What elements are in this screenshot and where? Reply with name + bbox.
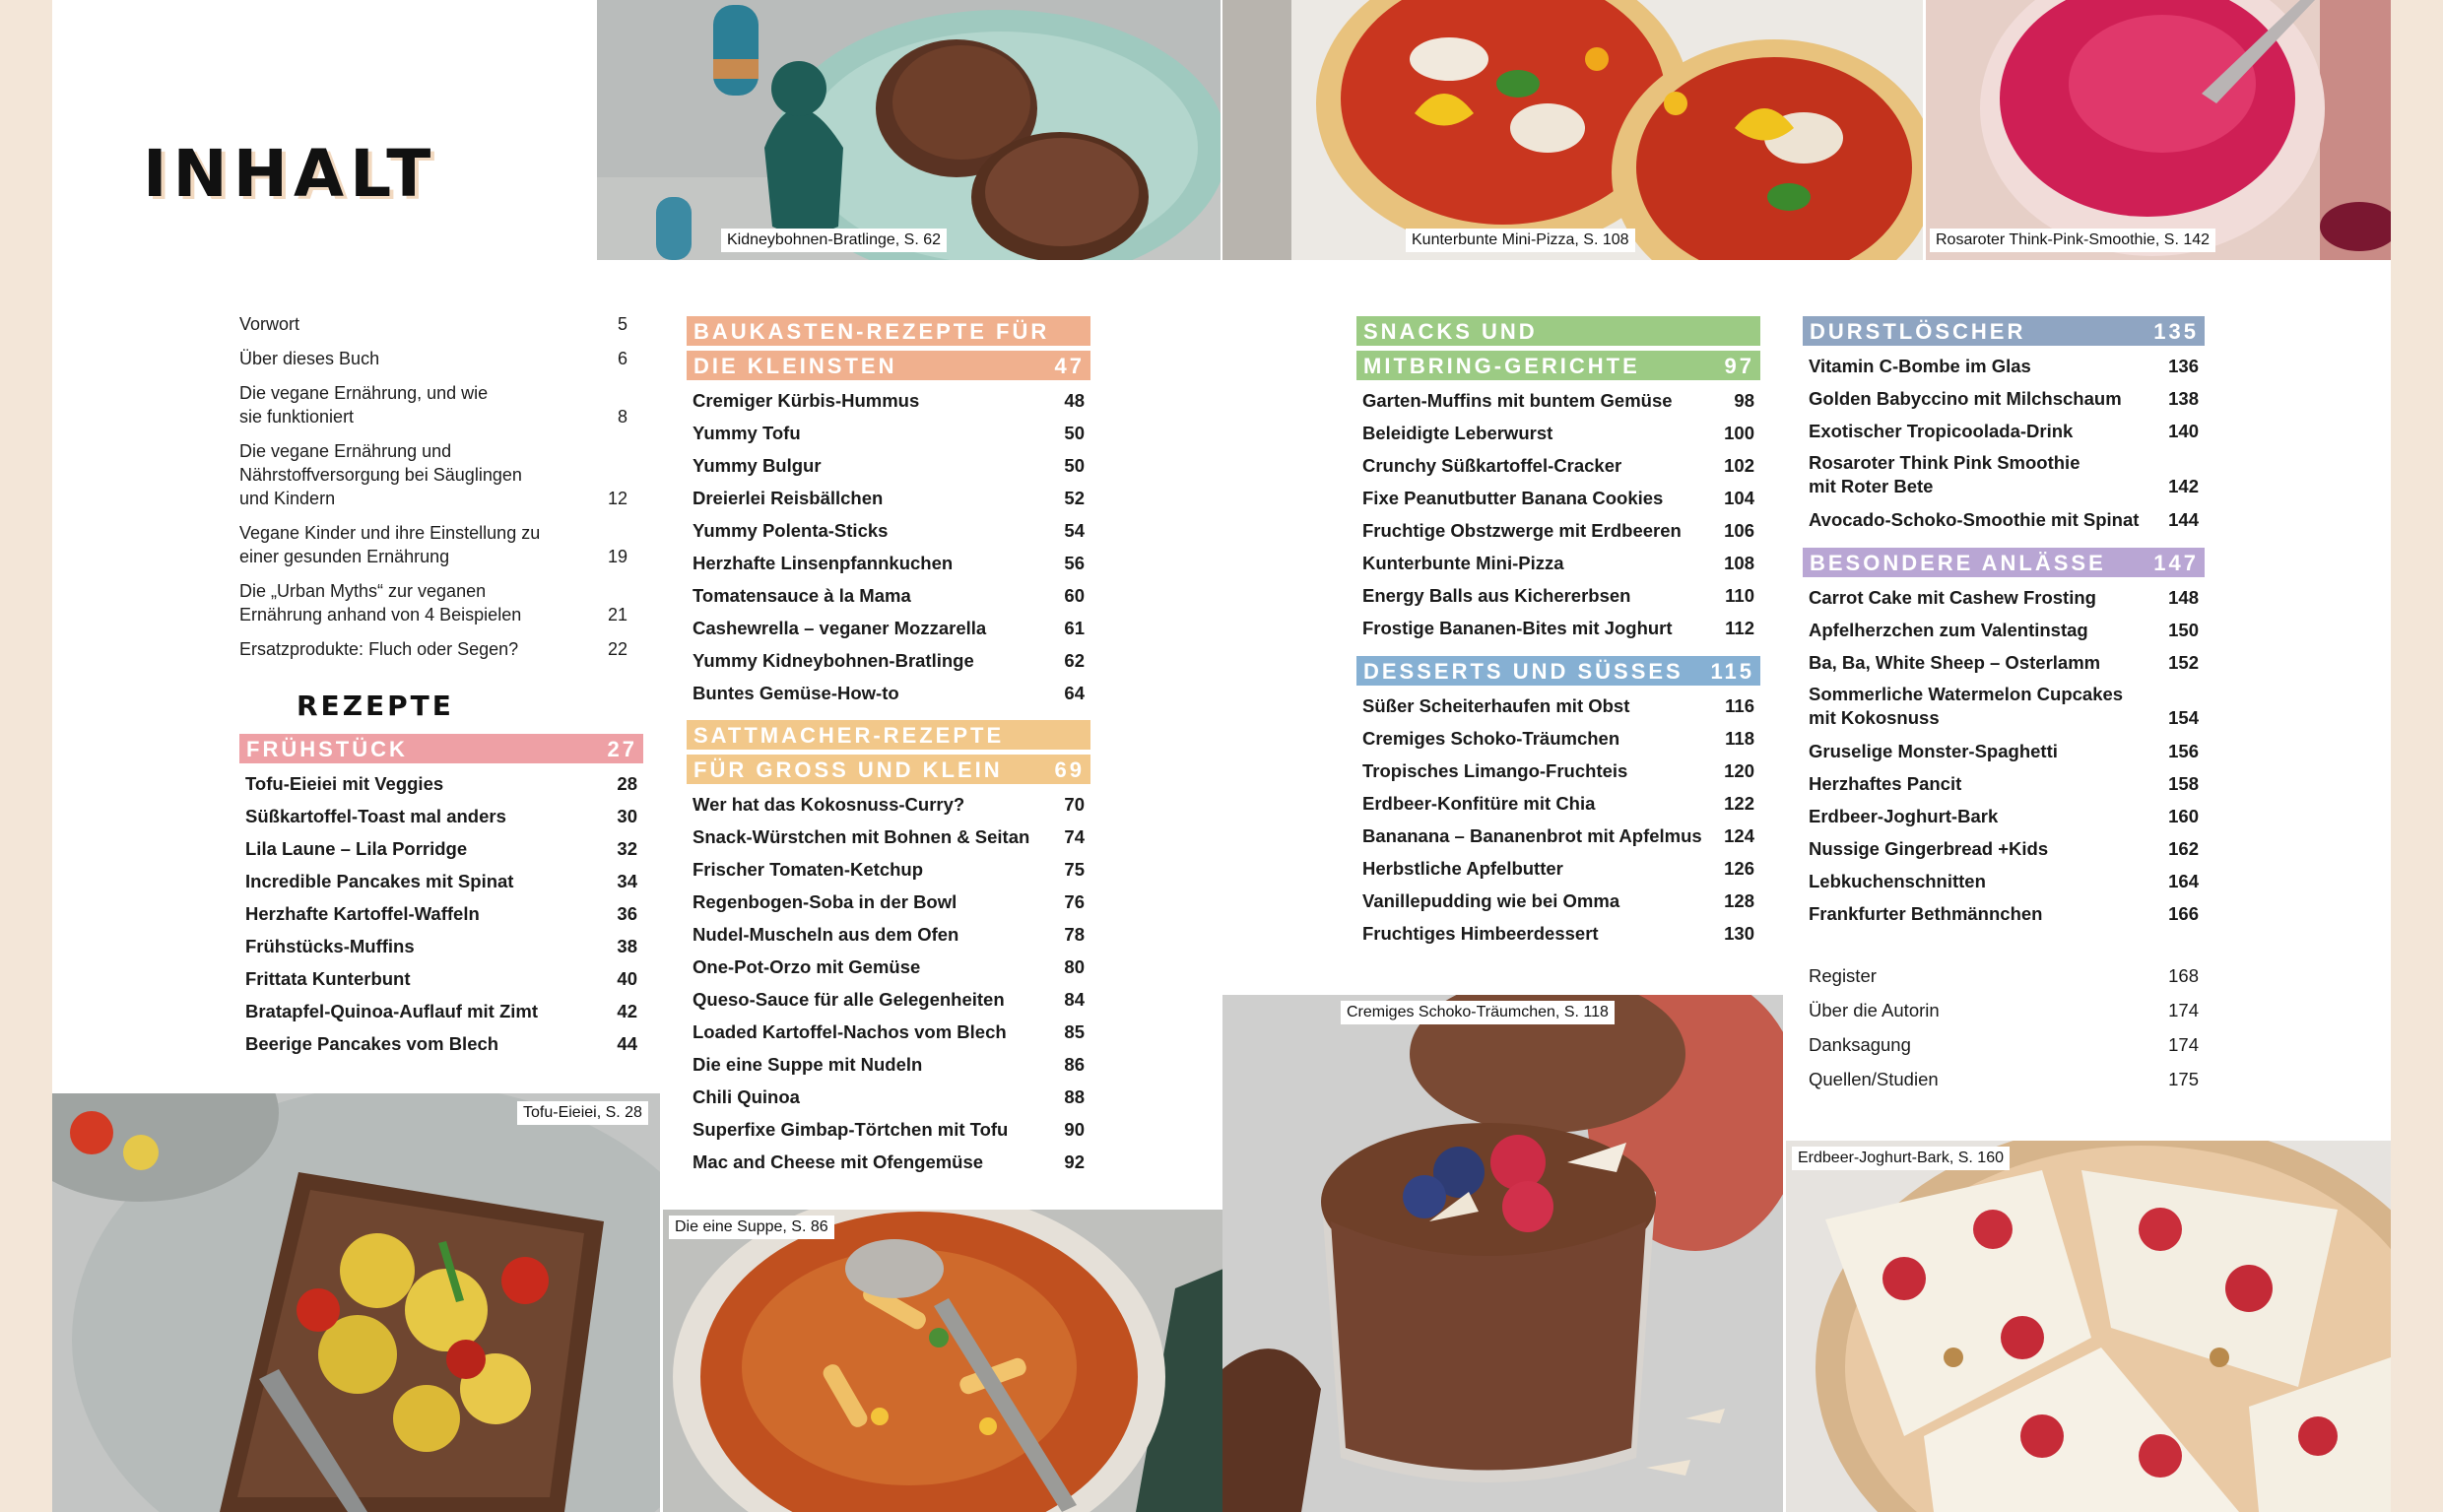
section-header-snacks[interactable]: SNACKS UND — [1356, 316, 1760, 346]
recipe-entry[interactable]: Herbstliche Apfelbutter 126 — [1362, 858, 1754, 879]
recipe-entry[interactable]: Ba, Ba, White Sheep – Osterlamm 152 — [1809, 652, 2199, 673]
photo-yogurt-bark — [1786, 1141, 2391, 1512]
photo-chocolate-mousse — [1222, 995, 1783, 1512]
section-header-snacks-line2[interactable]: MITBRING-GERICHTE 97 — [1356, 351, 1760, 380]
recipe-entry[interactable]: Garten-Muffins mit buntem Gemüse 98 — [1362, 390, 1754, 411]
recipe-entry[interactable]: Tofu-Eieiei mit Veggies 28 — [245, 773, 637, 794]
section-durst — [1803, 316, 2205, 536]
recipe-entry[interactable]: Lebkuchenschnitten 164 — [1809, 871, 2199, 891]
page-title: INHALT — [143, 136, 437, 212]
kidney-patties-image — [597, 0, 1221, 260]
recipe-entry[interactable]: Süßkartoffel-Toast mal anders 30 — [245, 806, 637, 826]
recipe-entry[interactable]: Vanillepudding wie bei Omma 128 — [1362, 890, 1754, 911]
section-fruehstueck — [239, 734, 643, 1060]
recipe-entry[interactable]: Lila Laune – Lila Porridge 32 — [245, 838, 637, 859]
recipe-entry[interactable]: Yummy Kidneybohnen-Bratlinge 62 — [693, 650, 1085, 671]
caption-smoothie: Rosaroter Think-Pink-Smoothie, S. 142 — [1930, 229, 2215, 252]
recipe-entry[interactable]: Tropisches Limango-Fruchteis 120 — [1362, 760, 1754, 781]
recipe-entry[interactable]: One-Pot-Orzo mit Gemüse 80 — [693, 956, 1085, 977]
toc-entry[interactable]: Danksagung 174 — [1809, 1034, 2199, 1055]
recipe-entry[interactable]: Gruselige Monster-Spaghetti 156 — [1809, 741, 2199, 761]
recipe-entry[interactable]: Cremiges Schoko-Träumchen 118 — [1362, 728, 1754, 749]
book-spread — [52, 0, 2391, 1512]
recipe-entry[interactable]: Wer hat das Kokosnuss-Curry? 70 — [693, 794, 1085, 815]
toc-entry[interactable]: Ersatzprodukte: Fluch oder Segen? 22 — [239, 639, 627, 659]
recipe-entry[interactable]: Frühstücks-Muffins 38 — [245, 936, 637, 956]
recipe-entry[interactable]: Kunterbunte Mini-Pizza 108 — [1362, 553, 1754, 573]
toc-entry[interactable]: Die „Urban Myths“ zur veganen Ernährung anhand von 4 Beispielen 21 — [239, 581, 627, 625]
toc-entry[interactable]: Register 168 — [1809, 965, 2199, 986]
recipe-entry[interactable]: Fruchtiges Himbeerdessert 130 — [1362, 923, 1754, 944]
section-header-baukasten-line2[interactable]: DIE KLEINSTEN 47 — [687, 351, 1090, 380]
recipe-entry[interactable]: Nudel-Muscheln aus dem Ofen 78 — [693, 924, 1085, 945]
section-anlaesse — [1803, 548, 2205, 930]
recipe-entry[interactable]: Regenbogen-Soba in der Bowl 76 — [693, 891, 1085, 912]
recipe-entry[interactable]: Exotischer Tropicoolada-Drink 140 — [1809, 421, 2199, 441]
photo-mini-pizza — [1222, 0, 1923, 260]
toc-entry[interactable]: Über dieses Buch 6 — [239, 349, 627, 368]
recipe-entry[interactable]: Avocado-Schoko-Smoothie mit Spinat 144 — [1809, 509, 2199, 530]
recipe-entry[interactable]: Süßer Scheiterhaufen mit Obst 116 — [1362, 695, 1754, 716]
recipe-entry[interactable]: Golden Babyccino mit Milchschaum 138 — [1809, 388, 2199, 409]
recipe-entry[interactable]: Frischer Tomaten-Ketchup 75 — [693, 859, 1085, 880]
caption-schoko: Cremiges Schoko-Träumchen, S. 118 — [1341, 1001, 1615, 1024]
toc-entry[interactable]: Vegane Kinder und ihre Einstellung zu einer gesunden Ernährung 19 — [239, 523, 627, 566]
toc-entry[interactable]: Vorwort 5 — [239, 314, 627, 334]
photo-kidney-patties — [597, 0, 1221, 260]
section-header-desserts[interactable]: DESSERTS UND SÜSSES 115 — [1356, 656, 1760, 686]
recipe-entry[interactable]: Rosaroter Think Pink Smoothie mit Roter Bete 142 — [1809, 452, 2199, 496]
recipe-entry[interactable]: Loaded Kartoffel-Nachos vom Blech 85 — [693, 1021, 1085, 1042]
recipe-entry[interactable]: Die eine Suppe mit Nudeln 86 — [693, 1054, 1085, 1075]
recipe-entry[interactable]: Herzhafte Kartoffel-Waffeln 36 — [245, 903, 637, 924]
toc-entry[interactable]: Die vegane Ernährung, und wie sie funktioniert 8 — [239, 383, 627, 427]
chocolate-mousse-image — [1222, 995, 1783, 1512]
recipe-entry[interactable]: Tomatensauce à la Mama 60 — [693, 585, 1085, 606]
toc-entry[interactable]: Die vegane Ernährung und Nährstoffversorgung bei Säuglingen und Kindern 12 — [239, 441, 627, 508]
section-desserts — [1356, 656, 1760, 950]
recipe-entry[interactable]: Herzhaftes Pancit 158 — [1809, 773, 2199, 794]
recipe-entry[interactable]: Crunchy Süßkartoffel-Cracker 102 — [1362, 455, 1754, 476]
caption-suppe: Die eine Suppe, S. 86 — [669, 1216, 834, 1239]
caption-pizza: Kunterbunte Mini-Pizza, S. 108 — [1406, 229, 1635, 252]
toc-entry[interactable]: Über die Autorin 174 — [1809, 1000, 2199, 1020]
recipe-entry[interactable]: Yummy Tofu 50 — [693, 423, 1085, 443]
caption-bark: Erdbeer-Joghurt-Bark, S. 160 — [1792, 1147, 2010, 1170]
recipe-entry[interactable]: Fixe Peanutbutter Banana Cookies 104 — [1362, 488, 1754, 508]
section-header-durst[interactable]: DURSTLÖSCHER 135 — [1803, 316, 2205, 346]
photo-noodle-soup — [663, 1210, 1272, 1512]
recipe-entry[interactable]: Erdbeer-Joghurt-Bark 160 — [1809, 806, 2199, 826]
photo-tofu-toast — [52, 1093, 660, 1512]
recipe-entry[interactable]: Vitamin C-Bombe im Glas 136 — [1809, 356, 2199, 376]
recipe-entry[interactable]: Fruchtige Obstzwerge mit Erdbeeren 106 — [1362, 520, 1754, 541]
recipe-entry[interactable]: Beleidigte Leberwurst 100 — [1362, 423, 1754, 443]
recipe-entry[interactable]: Frostige Bananen-Bites mit Joghurt 112 — [1362, 618, 1754, 638]
caption-tofu: Tofu-Eieiei, S. 28 — [517, 1101, 648, 1125]
tofu-toast-image — [52, 1093, 660, 1512]
front-matter-list — [239, 312, 633, 672]
recipe-entry[interactable]: Dreierlei Reisbällchen 52 — [693, 488, 1085, 508]
recipe-entry[interactable]: Mac and Cheese mit Ofengemüse 92 — [693, 1151, 1085, 1172]
toc-entry[interactable]: Quellen/Studien 175 — [1809, 1069, 2199, 1089]
section-header-sattmacher-line2[interactable]: FÜR GROSS UND KLEIN 69 — [687, 755, 1090, 784]
photo-pink-smoothie — [1926, 0, 2391, 260]
recipe-entry[interactable]: Queso-Sauce für alle Gelegenheiten 84 — [693, 989, 1085, 1010]
section-sattmacher — [687, 720, 1090, 1178]
section-header-anlaesse[interactable]: BESONDERE ANLÄSSE 147 — [1803, 548, 2205, 577]
caption-kidney: Kidneybohnen-Bratlinge, S. 62 — [721, 229, 947, 252]
recipe-entry[interactable]: Yummy Polenta-Sticks 54 — [693, 520, 1085, 541]
section-header-sattmacher[interactable]: SATTMACHER-REZEPTE — [687, 720, 1090, 750]
recipe-entry[interactable]: Frittata Kunterbunt 40 — [245, 968, 637, 989]
recipe-entry[interactable]: Sommerliche Watermelon Cupcakes mit Kokosnuss 154 — [1809, 684, 2199, 728]
section-baukasten — [687, 316, 1090, 709]
mini-pizza-image — [1222, 0, 1923, 260]
rezepte-heading: REZEPTE — [297, 690, 454, 722]
recipe-entry[interactable]: Buntes Gemüse-How-to 64 — [693, 683, 1085, 703]
recipe-entry[interactable]: Cashewrella – veganer Mozzarella 61 — [693, 618, 1085, 638]
section-header-fruehstueck[interactable]: FRÜHSTÜCK 27 — [239, 734, 643, 763]
recipe-entry[interactable]: Chili Quinoa 88 — [693, 1086, 1085, 1107]
recipe-entry[interactable]: Bratapfel-Quinoa-Auflauf mit Zimt 42 — [245, 1001, 637, 1021]
yogurt-bark-image — [1786, 1141, 2391, 1512]
recipe-entry[interactable]: Apfelherzchen zum Valentinstag 150 — [1809, 620, 2199, 640]
recipe-entry[interactable]: Bananana – Bananenbrot mit Apfelmus 124 — [1362, 825, 1754, 846]
recipe-entry[interactable]: Superfixe Gimbap-Törtchen mit Tofu 90 — [693, 1119, 1085, 1140]
recipe-entry[interactable]: Energy Balls aus Kichererbsen 110 — [1362, 585, 1754, 606]
section-snacks — [1356, 316, 1760, 644]
section-header-baukasten[interactable]: BAUKASTEN-REZEPTE FÜR — [687, 316, 1090, 346]
noodle-soup-image — [663, 1210, 1272, 1512]
recipe-entry[interactable]: Cremiger Kürbis-Hummus 48 — [693, 390, 1085, 411]
back-matter-list — [1803, 958, 2205, 1096]
recipe-entry[interactable]: Nussige Gingerbread +Kids 162 — [1809, 838, 2199, 859]
recipe-entry[interactable]: Herzhafte Linsenpfannkuchen 56 — [693, 553, 1085, 573]
recipe-entry[interactable]: Frankfurter Bethmännchen 166 — [1809, 903, 2199, 924]
recipe-entry[interactable]: Beerige Pancakes vom Blech 44 — [245, 1033, 637, 1054]
recipe-entry[interactable]: Yummy Bulgur 50 — [693, 455, 1085, 476]
recipe-entry[interactable]: Erdbeer-Konfitüre mit Chia 122 — [1362, 793, 1754, 814]
recipe-entry[interactable]: Incredible Pancakes mit Spinat 34 — [245, 871, 637, 891]
recipe-entry[interactable]: Carrot Cake mit Cashew Frosting 148 — [1809, 587, 2199, 608]
pink-smoothie-image — [1926, 0, 2391, 260]
recipe-entry[interactable]: Snack-Würstchen mit Bohnen & Seitan 74 — [693, 826, 1085, 847]
